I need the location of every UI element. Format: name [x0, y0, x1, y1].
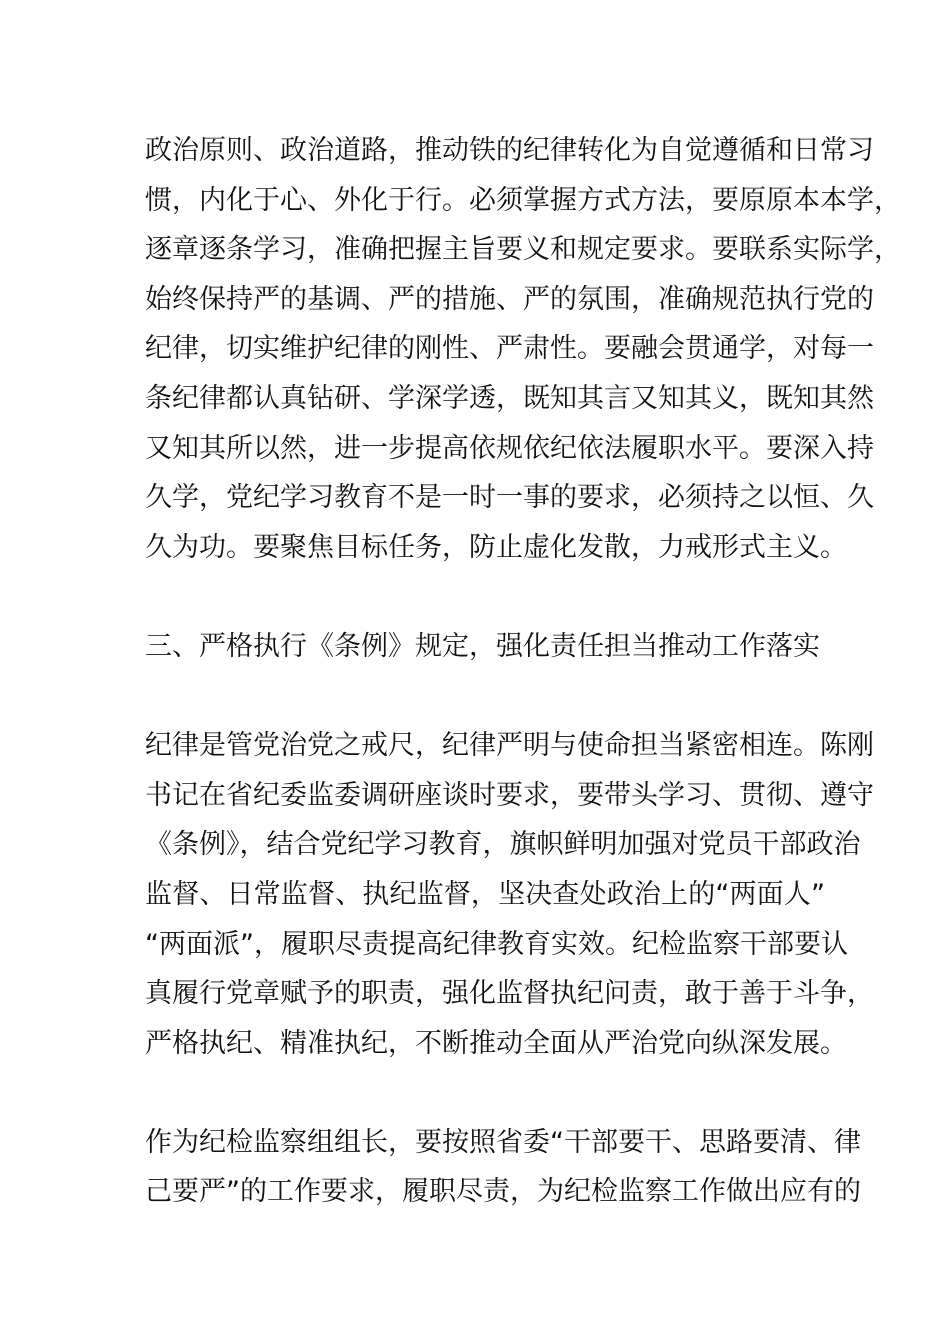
paragraph-2 — [145, 721, 874, 1068]
text-line: 纪律是管党治党之戒尺，纪律严明与使命担当紧密相连。陈刚 — [145, 730, 874, 762]
text-line: 己要严”的工作要求，履职尽责，为纪检监察工作做出应有的 — [145, 1176, 861, 1208]
text-line: 始终保持严的基调、严的措施、严的氛围，准确规范执行党的 — [145, 283, 874, 315]
paragraph-1 — [145, 126, 901, 572]
paragraph-3 — [145, 1118, 861, 1217]
text-line: 政治原则、政治道路，推动铁的纪律转化为自觉遵循和日常习 — [145, 135, 874, 166]
paragraph-gap — [145, 572, 825, 622]
text-line: 真履行党章赋予的职责，强化监督执纪问责，敢于善于斗争， — [145, 978, 874, 1010]
text-line: 纪律，切实维护纪律的刚性、严肃性。要融会贯通学，对每一 — [145, 333, 874, 365]
text-line: 久为功。要聚焦目标任务，防止虚化发散，力戒形式主义。 — [145, 531, 847, 563]
text-line: 逐章逐条学习，准确把握主旨要义和规定要求。要联系实际学， — [145, 234, 901, 266]
paragraph-gap — [145, 672, 825, 722]
text-line: 书记在省纪委监委调研座谈时要求，要带头学习、贯彻、遵守 — [145, 779, 874, 811]
text-line: 又知其所以然，进一步提高依规依纪依法履职水平。要深入持 — [145, 432, 874, 464]
document-page — [145, 126, 901, 1217]
text-line: “两面派”，履职尽责提高纪律教育实效。纪检监察干部要认 — [145, 928, 848, 960]
text-line: 久学，党纪学习教育不是一时一事的要求，必须持之以恒、久 — [145, 482, 874, 514]
text-line: 监督、日常监督、执纪监督，坚决查处政治上的“两面人” — [145, 878, 825, 910]
text-line: 条纪律都认真钻研、学深学透，既知其言又知其义，既知其然 — [145, 382, 874, 414]
text-line: 《条例》，结合党纪学习教育，旗帜鲜明加强对党员干部政治 — [145, 829, 861, 861]
text-line: 惯，内化于心、外化于行。必须掌握方式方法，要原原本本学， — [145, 184, 901, 216]
section-heading: 三、严格执行《条例》规定，强化责任担当推动工作落实 — [145, 630, 820, 662]
text-line: 作为纪检监察组组长，要按照省委“干部要干、思路要清、律 — [145, 1126, 861, 1158]
text-line: 严格执纪、精准执纪，不断推动全面从严治党向纵深发展。 — [145, 1027, 847, 1059]
paragraph-gap — [145, 1068, 825, 1118]
